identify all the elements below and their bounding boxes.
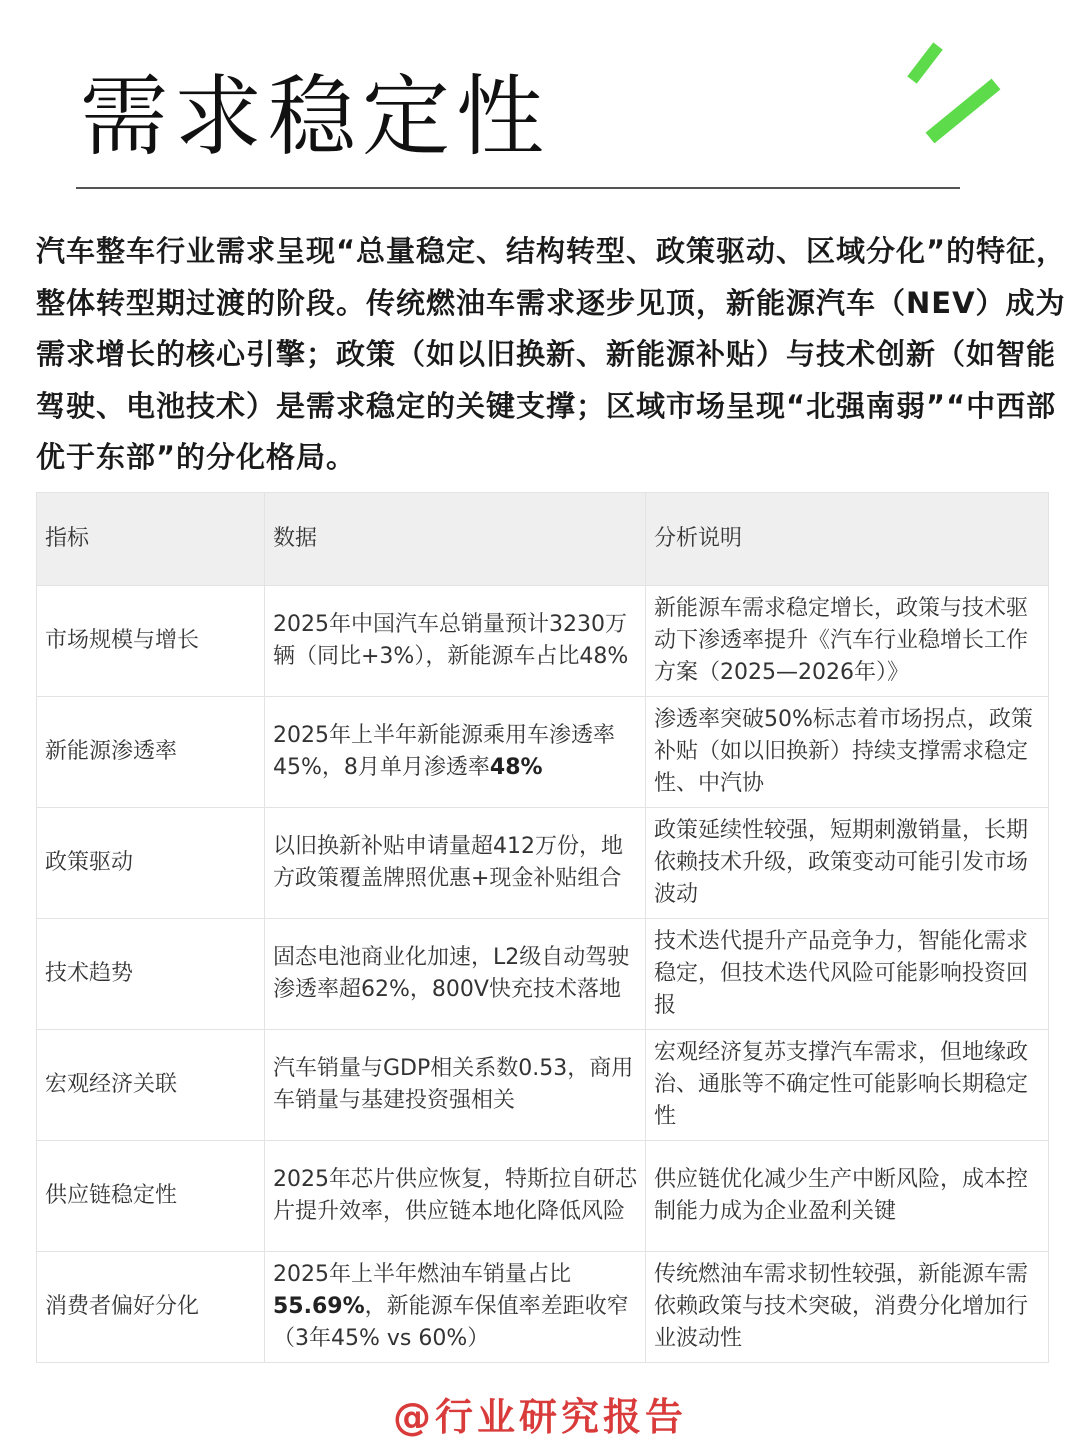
table-header-row	[37, 493, 1049, 586]
header-data: 数据	[265, 493, 646, 586]
analysis-cell: 渗透率突破50%标志着市场拐点，政策补贴（如以旧换新）持续支撑需求稳定性、中汽协	[646, 697, 1049, 808]
data-cell	[265, 697, 646, 808]
slash-decoration-icon	[900, 40, 1010, 150]
intro-paragraph: 汽车整车行业需求呈现“总量稳定、结构转型、政策驱动、区域分化”的特征，整体转型期过渡的阶段。传统燃油车需求逐步见顶，新能源汽车（NEV）成为需求增长的核心引擎；政策（如以旧换新、新能源补贴）与技术创新（如智能驾驶、电池技术）是需求稳定的关键支撑；区域市场呈现“北强南弱”“中西部优于东部”的分化格局。	[36, 234, 1067, 474]
demand-stability-table	[36, 492, 1049, 1363]
data-text: 2025年上半年燃油车销量占比	[273, 1262, 571, 1287]
header-indicator: 指标	[37, 493, 265, 586]
footer-watermark: @行业研究报告	[392, 1395, 687, 1439]
indicator-cell: 供应链稳定性	[37, 1141, 265, 1252]
data-cell: 2025年中国汽车总销量预计3230万辆（同比+3%），新能源车占比48%	[265, 586, 646, 697]
indicator-cell: 消费者偏好分化	[37, 1252, 265, 1363]
data-cell: 汽车销量与GDP相关系数0.53，商用车销量与基建投资强相关	[265, 1030, 646, 1141]
data-cell: 以旧换新补贴申请量超412万份，地方政策覆盖牌照优惠+现金补贴组合	[265, 808, 646, 919]
table-row	[37, 1030, 1049, 1141]
table-row	[37, 1141, 1049, 1252]
table-row	[37, 697, 1049, 808]
indicator-cell: 市场规模与增长	[37, 586, 265, 697]
indicator-cell: 政策驱动	[37, 808, 265, 919]
data-cell: 固态电池商业化加速，L2级自动驾驶渗透率超62%，800V快充技术落地	[265, 919, 646, 1030]
header-analysis: 分析说明	[646, 493, 1049, 586]
data-text: 2025年上半年新能源乘用车渗透率45%，8月单月渗透率	[273, 723, 615, 780]
indicator-cell: 技术趋势	[37, 919, 265, 1030]
analysis-cell: 供应链优化减少生产中断风险，成本控制能力成为企业盈利关键	[646, 1141, 1049, 1252]
analysis-cell: 宏观经济复苏支撑汽车需求，但地缘政治、通胀等不确定性可能影响长期稳定性	[646, 1030, 1049, 1141]
page-title: 需求稳定性	[80, 65, 551, 168]
analysis-cell: 技术迭代提升产品竞争力，智能化需求稳定，但技术迭代风险可能影响投资回报	[646, 919, 1049, 1030]
indicator-cell: 新能源渗透率	[37, 697, 265, 808]
indicator-cell: 宏观经济关联	[37, 1030, 265, 1141]
table-row	[37, 919, 1049, 1030]
data-cell: 2025年芯片供应恢复，特斯拉自研芯片提升效率，供应链本地化降低风险	[265, 1141, 646, 1252]
data-text: ，新能源车保值率差距收窄（3年45% vs 60%）	[273, 1294, 629, 1351]
analysis-cell: 传统燃油车需求韧性较强，新能源车需依赖政策与技术突破，消费分化增加行业波动性	[646, 1252, 1049, 1363]
data-cell	[265, 1252, 646, 1363]
analysis-cell: 政策延续性较强，短期刺激销量，长期依赖技术升级，政策变动可能引发市场波动	[646, 808, 1049, 919]
table-row	[37, 1252, 1049, 1363]
analysis-cell: 新能源车需求稳定增长，政策与技术驱动下渗透率提升《汽车行业稳增长工作方案（2025—2026年）》	[646, 586, 1049, 697]
table-row	[37, 808, 1049, 919]
title-divider	[76, 187, 960, 189]
highlight-value: 48%	[489, 755, 543, 780]
table-row	[37, 586, 1049, 697]
highlight-value: 55.69%	[273, 1294, 365, 1319]
